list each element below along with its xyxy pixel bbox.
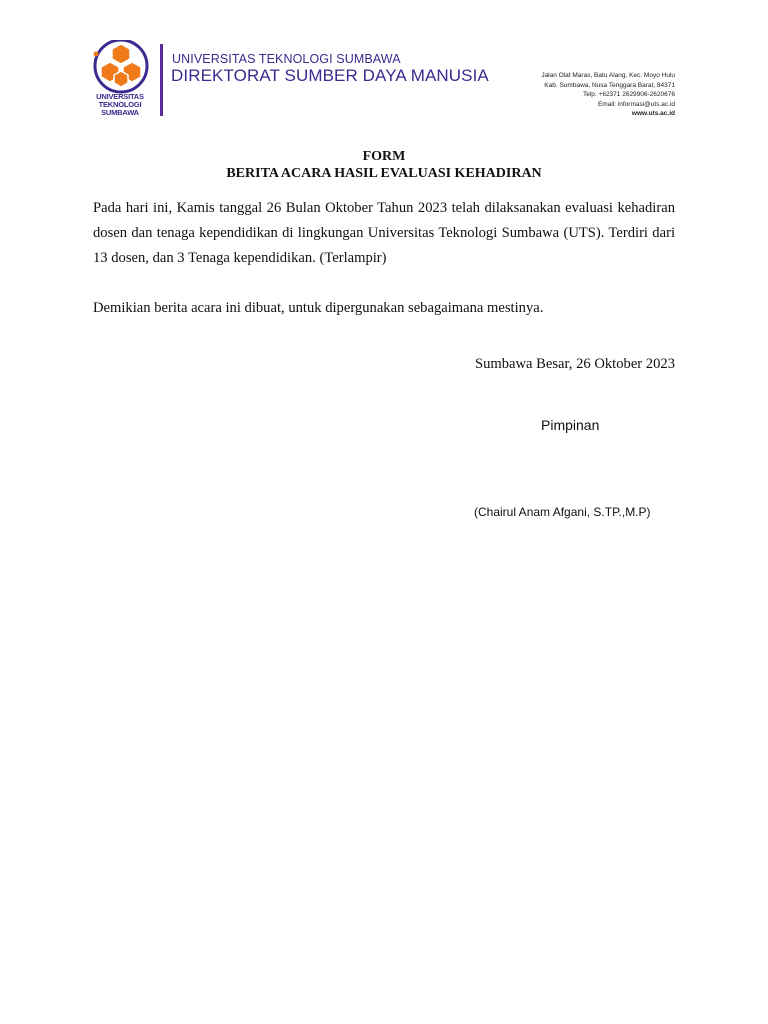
address-block <box>541 71 675 119</box>
org-name: UNIVERSITAS TEKNOLOGI SUMBAWA <box>172 52 401 66</box>
website-link[interactable]: www.uts.ac.id <box>631 110 675 117</box>
form-label: FORM <box>362 149 406 164</box>
address-line: Jalan Olat Maras, Batu Alang, Kec. Moyo Hulu <box>541 72 675 79</box>
address-line: Email: informasi@uts.ac.id <box>597 100 675 108</box>
document-title: BERITA ACARA HASIL EVALUASI KEHADIRAN <box>226 166 542 181</box>
logo-caption-line: UNIVERSITAS <box>96 92 144 101</box>
address-line: Kab. Sumbawa, Nusa Tenggara Barat, 84371 <box>544 81 675 89</box>
body-paragraph-2: Demikian berita acara ini dibuat, untuk dipergunakan sebagaimana mestinya. <box>93 300 544 316</box>
address-line: Telp. +62371 2629906-2620676 <box>583 91 675 98</box>
signer-name: (Chairul Anam Afgani, S.TP.,M.P) <box>474 505 651 519</box>
directorate-name: DIREKTORAT SUMBER DAYA MANUSIA <box>171 66 489 85</box>
body-paragraph-1: Pada hari ini, Kamis tanggal 26 Bulan Oktober Tahun 2023 telah dilaksanakan evaluasi kehadiran dosen dan tenaga kependidikan di lingkungan Universitas Teknologi Sumbawa (UTS). Terdiri dari 13 dosen, dan 3 Tenaga kependidikan. (Terlampir) <box>93 200 675 266</box>
signer-role: Pimpinan <box>541 417 600 433</box>
logo-caption-line: SUMBAWA <box>101 108 139 117</box>
header-divider <box>160 44 163 116</box>
place-date: Sumbawa Besar, 26 Oktober 2023 <box>474 356 675 372</box>
hexagon-molecule-icon <box>90 40 152 96</box>
logo-caption <box>89 93 151 117</box>
logo-caption-line: TEKNOLOGI <box>98 100 142 109</box>
